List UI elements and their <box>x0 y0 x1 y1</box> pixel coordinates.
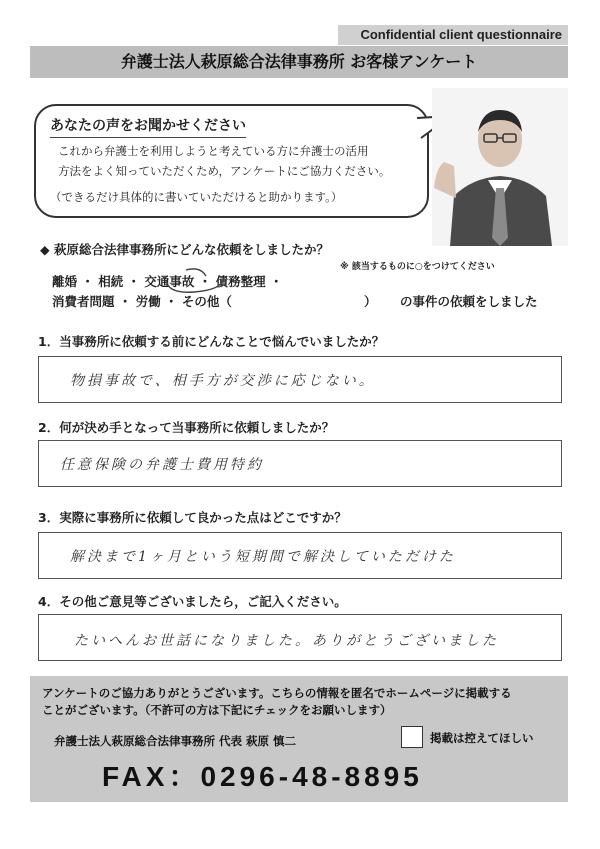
question-2-answer: 任意保険の弁護士費用特約 <box>60 457 264 473</box>
intro-heading: あなたの声をお聞かせください <box>50 115 246 138</box>
question-3-answer: 解決まで1ヶ月という短期間で解決していただけた <box>70 549 456 565</box>
intro-line-3: （できるだけ具体的に書いていただけると助かります。） <box>50 190 343 204</box>
lawyer-photo <box>432 88 568 246</box>
categories-line-1: 離婚 ・ 相続 ・ 交通事故 ・ 債務整理 ・ <box>52 274 283 289</box>
question-1-label: 1．当事務所に依頼する前にどんなことで悩んでいましたか？ <box>38 334 385 349</box>
other-close-paren: ） <box>364 294 377 309</box>
request-suffix: の事件の依頼をしました <box>400 294 538 309</box>
no-publish-checkbox[interactable] <box>401 726 423 748</box>
intro-line-1: これから弁護士を利用しようと考えている方に弁護士の活用 <box>58 144 369 158</box>
fax-number: FAX：0296-48-8895 <box>102 761 423 792</box>
question-2-label: 2．何が決め手となって当事務所に依頼しましたか？ <box>38 420 335 435</box>
question-4-answer: たいへんお世話になりました。ありがとうございました <box>74 633 499 649</box>
question-1-answer: 物損事故で、相手方が交渉に応じない。 <box>70 373 376 389</box>
question-4-label: 4．その他ご意見等ございましたら，ご記入ください。 <box>38 594 347 609</box>
confidential-label: Confidential client questionnaire <box>338 25 568 45</box>
firm-representative: 弁護士法人萩原総合法律事務所 代表 萩原 慎二 <box>54 734 297 748</box>
page-title: 弁護士法人萩原総合法律事務所 お客様アンケート <box>30 46 568 78</box>
circle-instruction: ※ 該当するものに○をつけてください <box>340 262 495 272</box>
footer-thanks-line-2: ことがございます。（不許可の方は下記にチェックをお願いします） <box>42 703 392 717</box>
question-3-label: 3．実際に事務所に依頼して良かった点はどこですか？ <box>38 510 347 525</box>
no-publish-label: 掲載は控えてほしい <box>430 731 534 745</box>
request-question: ◆ 萩原総合法律事務所にどんな依頼をしましたか？ <box>40 242 329 257</box>
footer-thanks-line-1: アンケートのご協力ありがとうございます。こちらの情報を匿名でホームページに掲載する <box>42 686 512 700</box>
selection-circle-mark <box>160 264 230 298</box>
intro-line-2: 方法をよく知っていただくため，アンケートにご協力ください。 <box>58 164 391 178</box>
categories-line-2: 消費者問題 ・ 労働 ・ その他（ <box>52 294 232 309</box>
